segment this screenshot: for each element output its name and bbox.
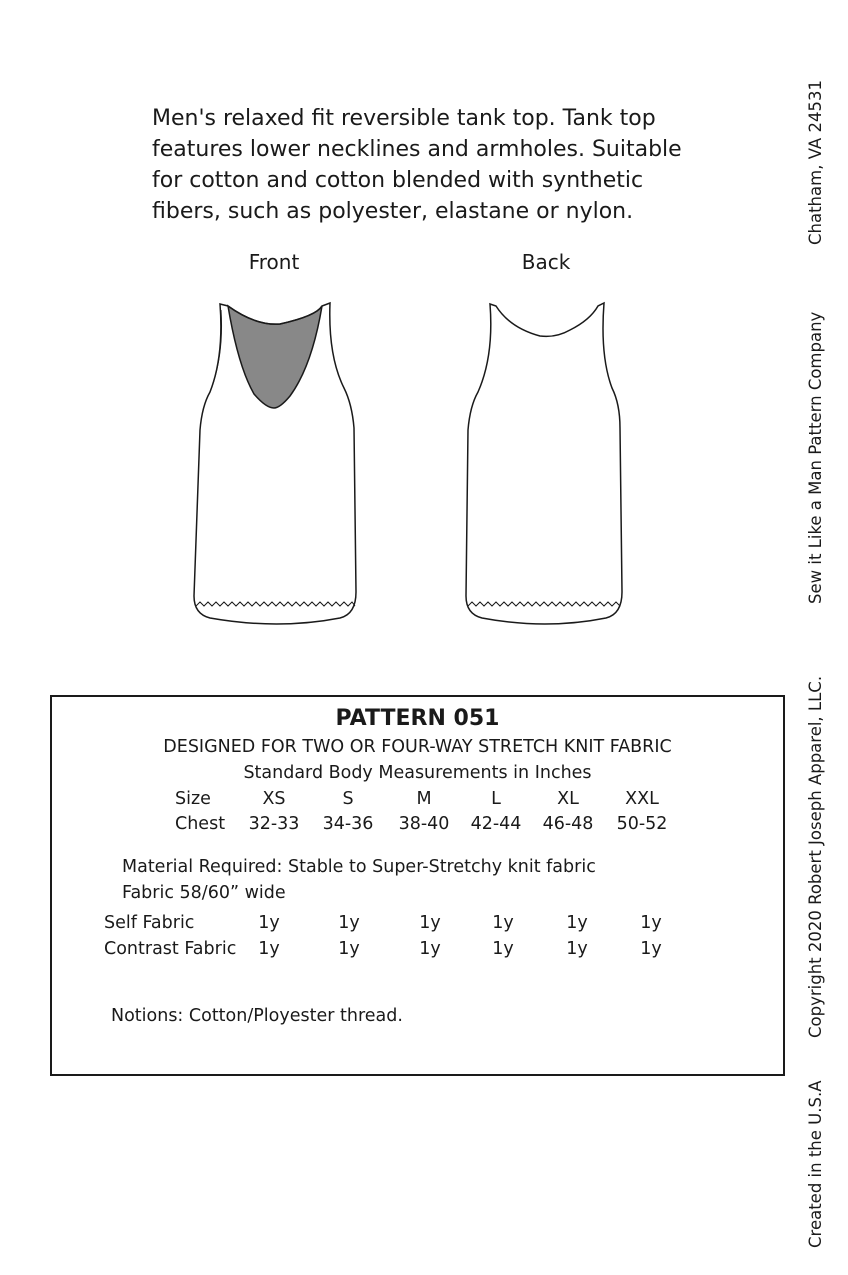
fabric-width: Fabric 58/60” wide <box>122 883 286 903</box>
front-view-label: Front <box>248 250 300 274</box>
back-view-label: Back <box>521 250 571 274</box>
self-fabric-yardage: 1y <box>640 913 662 933</box>
side-copyright: Copyright 2020 Robert Joseph Apparel, LLC. <box>806 675 825 1038</box>
contrast-fabric-yardage: 1y <box>566 939 588 959</box>
contrast-fabric-yardage: 1y <box>640 939 662 959</box>
chest-value: 32-33 <box>248 814 300 834</box>
chest-value: 46-48 <box>542 814 594 834</box>
chest-value: 42-44 <box>470 814 522 834</box>
pattern-description: Men's relaxed fit reversible tank top. Tank top features lower necklines and armholes. Suitable for cotton and cotton blended with synthetic fibers, such as polyester, elastane or nylon. <box>152 106 682 224</box>
size-row-label: Size <box>175 789 211 809</box>
contrast-fabric-yardage: 1y <box>338 939 360 959</box>
size-header: S <box>342 789 354 809</box>
contrast-fabric-label: Contrast Fabric <box>104 939 237 959</box>
pattern-info-box <box>50 695 785 1076</box>
size-header: L <box>491 789 501 809</box>
chest-row-label: Chest <box>175 814 226 834</box>
self-fabric-yardage: 1y <box>258 913 280 933</box>
size-header: XXL <box>625 789 659 809</box>
size-header: XL <box>557 789 579 809</box>
front-hem-stitch <box>196 602 355 606</box>
chest-value: 50-52 <box>616 814 668 834</box>
chest-value: 34-36 <box>322 814 374 834</box>
chest-value: 38-40 <box>398 814 450 834</box>
back-hem-stitch <box>468 602 620 606</box>
pattern-title: PATTERN 051 <box>335 706 500 731</box>
self-fabric-yardage: 1y <box>419 913 441 933</box>
size-header: M <box>416 789 432 809</box>
contrast-fabric-yardage: 1y <box>258 939 280 959</box>
fabric-designation: DESIGNED FOR TWO OR FOUR-WAY STRETCH KNIT FABRIC <box>163 737 672 757</box>
contrast-fabric-yardage: 1y <box>419 939 441 959</box>
side-company: Sew it Like a Man Pattern Company <box>806 311 825 604</box>
self-fabric-label: Self Fabric <box>104 913 195 933</box>
self-fabric-yardage: 1y <box>492 913 514 933</box>
side-location: Chatham, VA 24531 <box>806 80 825 245</box>
back-tank-top-sketch <box>460 296 630 636</box>
back-body-outline <box>466 303 622 624</box>
size-header: XS <box>262 789 286 809</box>
front-neckline-contrast <box>228 306 322 408</box>
side-origin: Created in the U.S.A <box>806 1080 825 1248</box>
notions: Notions: Cotton/Ployester thread. <box>111 1006 403 1026</box>
measurements-heading: Standard Body Measurements in Inches <box>243 763 592 783</box>
material-required: Material Required: Stable to Super-Stretchy knit fabric <box>122 857 596 877</box>
self-fabric-yardage: 1y <box>566 913 588 933</box>
front-armhole-inner-left <box>210 310 222 392</box>
front-tank-top-sketch <box>190 296 360 636</box>
contrast-fabric-yardage: 1y <box>492 939 514 959</box>
self-fabric-yardage: 1y <box>338 913 360 933</box>
